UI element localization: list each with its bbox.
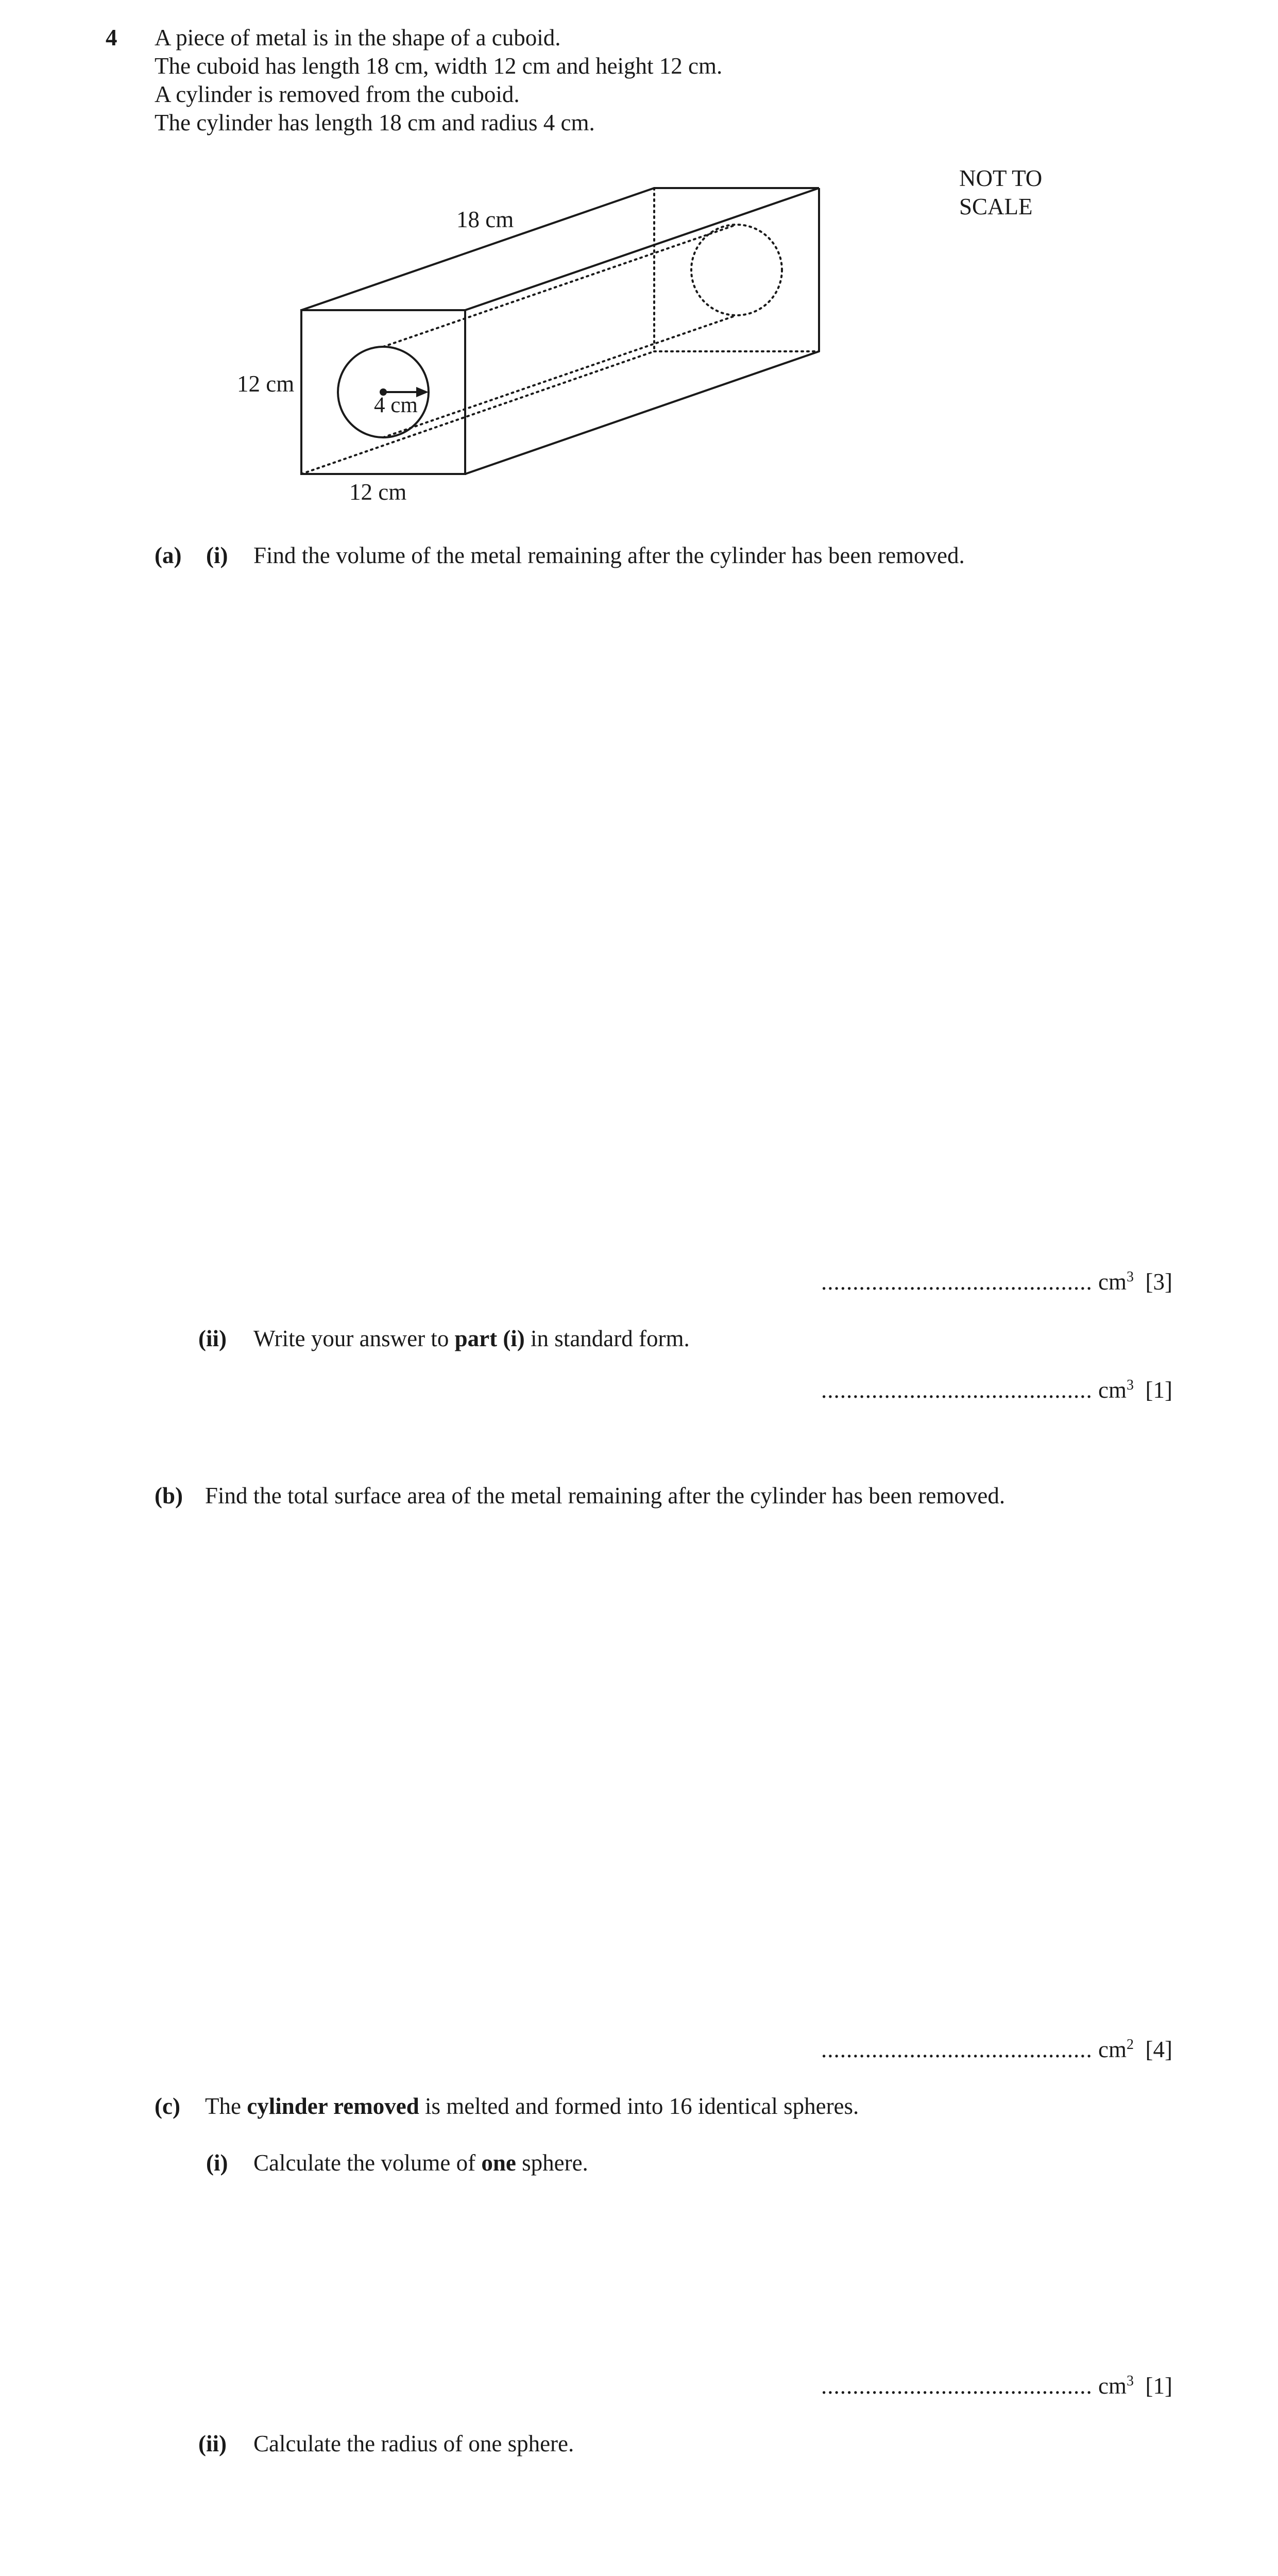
part-c-label: (c) <box>155 2093 180 2119</box>
answer-dots: ........................................... <box>821 1269 1093 1295</box>
answer-dots: ........................................... <box>821 1377 1093 1403</box>
marks: [3] <box>1145 1269 1172 1295</box>
question-number: 4 <box>106 25 117 50</box>
intro-line-3: A cylinder is removed from the cuboid. <box>155 81 520 107</box>
hidden-bottom-left-edge <box>301 351 654 474</box>
part-c-i-label: (i) <box>206 2150 228 2176</box>
part-a-label: (a) <box>155 543 182 568</box>
part-b-label: (b) <box>155 1483 183 1509</box>
unit-power: 3 <box>1127 2373 1134 2389</box>
answer-dots: ........................................... <box>821 2037 1093 2062</box>
radius-arrowhead <box>416 387 429 397</box>
intro-line-1: A piece of metal is in the shape of a cuboid. <box>155 25 561 50</box>
label-length: 18 cm <box>456 207 514 232</box>
marks: [1] <box>1145 1377 1172 1403</box>
unit-power: 2 <box>1127 2037 1134 2053</box>
answer-unit: cm <box>1098 2373 1127 2399</box>
cylinder-back-circle-hidden <box>691 225 782 315</box>
part-c-intro: The cylinder removed is melted and formed into 16 identical spheres. <box>205 2093 859 2119</box>
part-a-ii-question: Write your answer to part (i) in standard form. <box>253 1326 690 1351</box>
label-radius: 4 cm <box>374 393 418 417</box>
not-to-scale-line-2: SCALE <box>959 194 1033 219</box>
answer-unit: cm <box>1098 1377 1127 1403</box>
label-height: 12 cm <box>237 371 295 397</box>
answer-dots: ........................................... <box>821 2373 1093 2399</box>
bottom-right-edge <box>465 351 819 474</box>
answer-unit: cm <box>1098 1269 1127 1295</box>
cuboid-diagram <box>0 0 1278 515</box>
intro-line-4: The cylinder has length 18 cm and radius 4 cm. <box>155 110 595 135</box>
part-b-question: Find the total surface area of the metal remaining after the cylinder has been removed. <box>205 1483 1006 1509</box>
unit-power: 3 <box>1127 1377 1134 1393</box>
part-c-i-answer-line[interactable] <box>821 2372 1172 2399</box>
answer-unit: cm <box>1098 2037 1127 2062</box>
hidden-cylinder-bottom-line <box>383 315 737 437</box>
part-c-ii-question: Calculate the radius of one sphere. <box>253 2431 574 2456</box>
part-a-ii-answer-line[interactable] <box>821 1377 1172 1403</box>
part-c-i-question: Calculate the volume of one sphere. <box>253 2150 588 2176</box>
part-b-answer-line[interactable] <box>821 2036 1172 2063</box>
intro-line-2: The cuboid has length 18 cm, width 12 cm and height 12 cm. <box>155 53 723 79</box>
not-to-scale-line-1: NOT TO <box>959 165 1043 191</box>
marks: [1] <box>1145 2373 1172 2399</box>
label-width: 12 cm <box>349 479 407 505</box>
part-c-ii-label: (ii) <box>198 2431 227 2456</box>
unit-power: 3 <box>1127 1269 1134 1285</box>
top-right-edge <box>465 188 819 310</box>
part-a-ii-label: (ii) <box>198 1326 227 1351</box>
part-a-i-label: (i) <box>206 543 228 568</box>
part-a-i-question: Find the volume of the metal remaining after the cylinder has been removed. <box>253 543 965 568</box>
hidden-cylinder-top-line <box>383 225 737 347</box>
part-a-i-answer-line[interactable] <box>821 1268 1172 1295</box>
marks: [4] <box>1145 2037 1172 2062</box>
